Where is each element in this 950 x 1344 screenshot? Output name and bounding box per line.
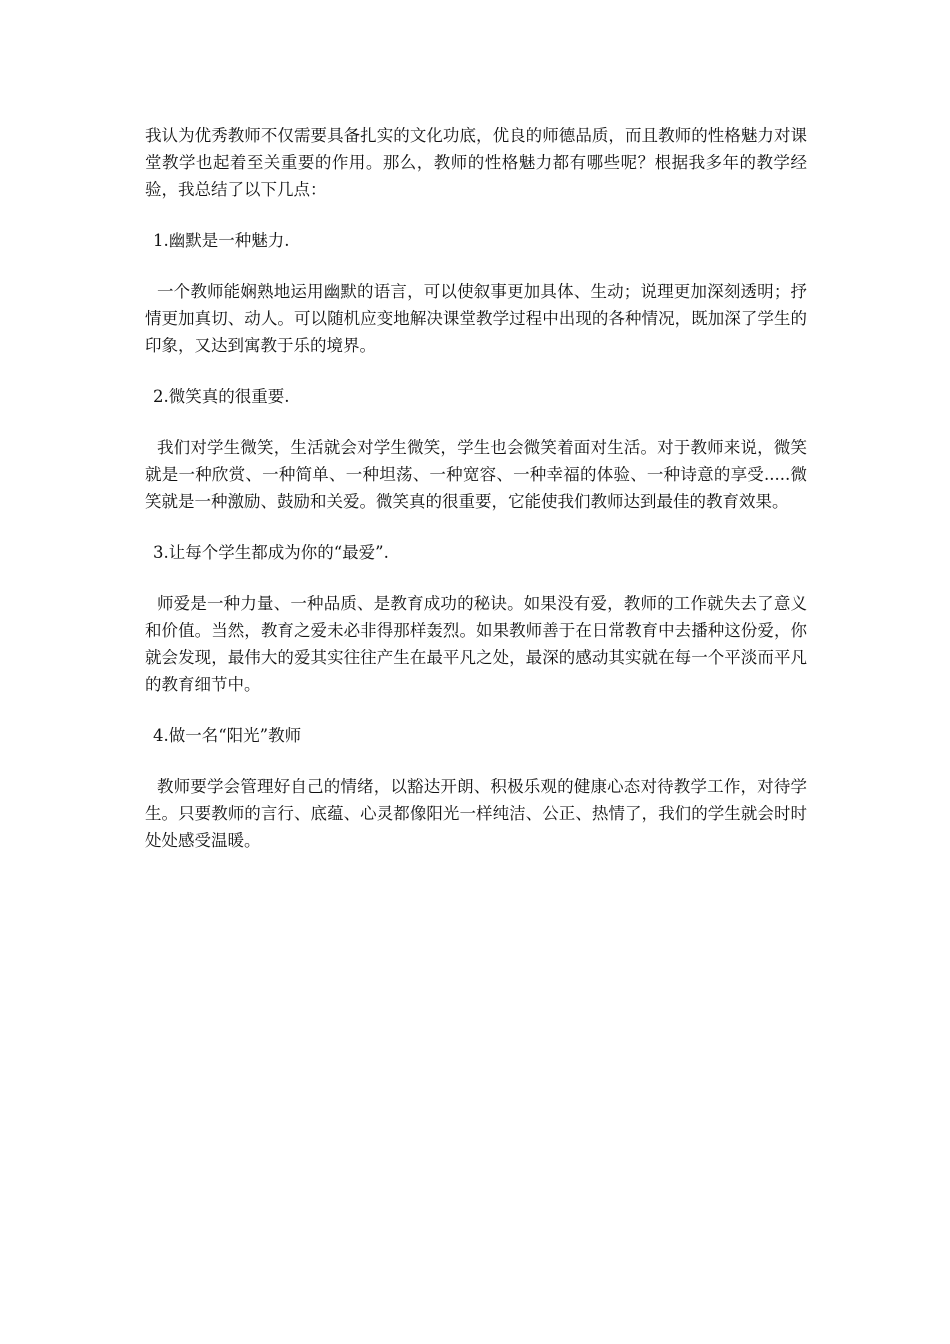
section-heading-4: 4.做一名“阳光”教师 bbox=[153, 726, 302, 745]
section-body-4: 教师要学会管理好自己的情绪，以豁达开朗、积极乐观的健康心态对待教学工作，对待学生。只要教师的言行、底蕴、心灵都像阳光一样纯洁、公正、热情了，我们的学生就会时时处处感受温暖。 bbox=[145, 777, 807, 850]
section-heading-3: 3.让每个学生都成为你的“最爱”. bbox=[153, 543, 389, 562]
section-body-3: 师爱是一种力量、一种品质、是教育成功的秘诀。如果没有爱，教师的工作就失去了意义和价值。当然，教育之爱未必非得那样轰烈。如果教师善于在日常教育中去播种这份爱，你就会发现，最伟大的爱其实往往产生在最平凡之处，最深的感动其实就在每一个平淡而平凡的教育细节中。 bbox=[145, 594, 807, 694]
section-heading-1: 1.幽默是一种魅力. bbox=[153, 231, 290, 250]
section-heading-2: 2.微笑真的很重要. bbox=[153, 387, 290, 406]
intro-paragraph: 我认为优秀教师不仅需要具备扎实的文化功底，优良的师德品质，而且教师的性格魅力对课堂教学也起着至关重要的作用。那么，教师的性格魅力都有哪些呢？根据我多年的教学经验，我总结了以下几点： bbox=[145, 126, 807, 199]
document-page bbox=[145, 122, 807, 878]
section-body-2: 我们对学生微笑，生活就会对学生微笑，学生也会微笑着面对生活。对于教师来说，微笑就是一种欣赏、一种简单、一种坦荡、一种宽容、一种幸福的体验、一种诗意的享受.....微笑就是一种激励、鼓励和关爱。微笑真的很重要，它能使我们教师达到最佳的教育效果。 bbox=[145, 438, 807, 511]
section-body-1: 一个教师能娴熟地运用幽默的语言，可以使叙事更加具体、生动；说理更加深刻透明；抒情更加真切、动人。可以随机应变地解决课堂教学过程中出现的各种情况，既加深了学生的印象，又达到寓教于乐的境界。 bbox=[145, 282, 807, 355]
